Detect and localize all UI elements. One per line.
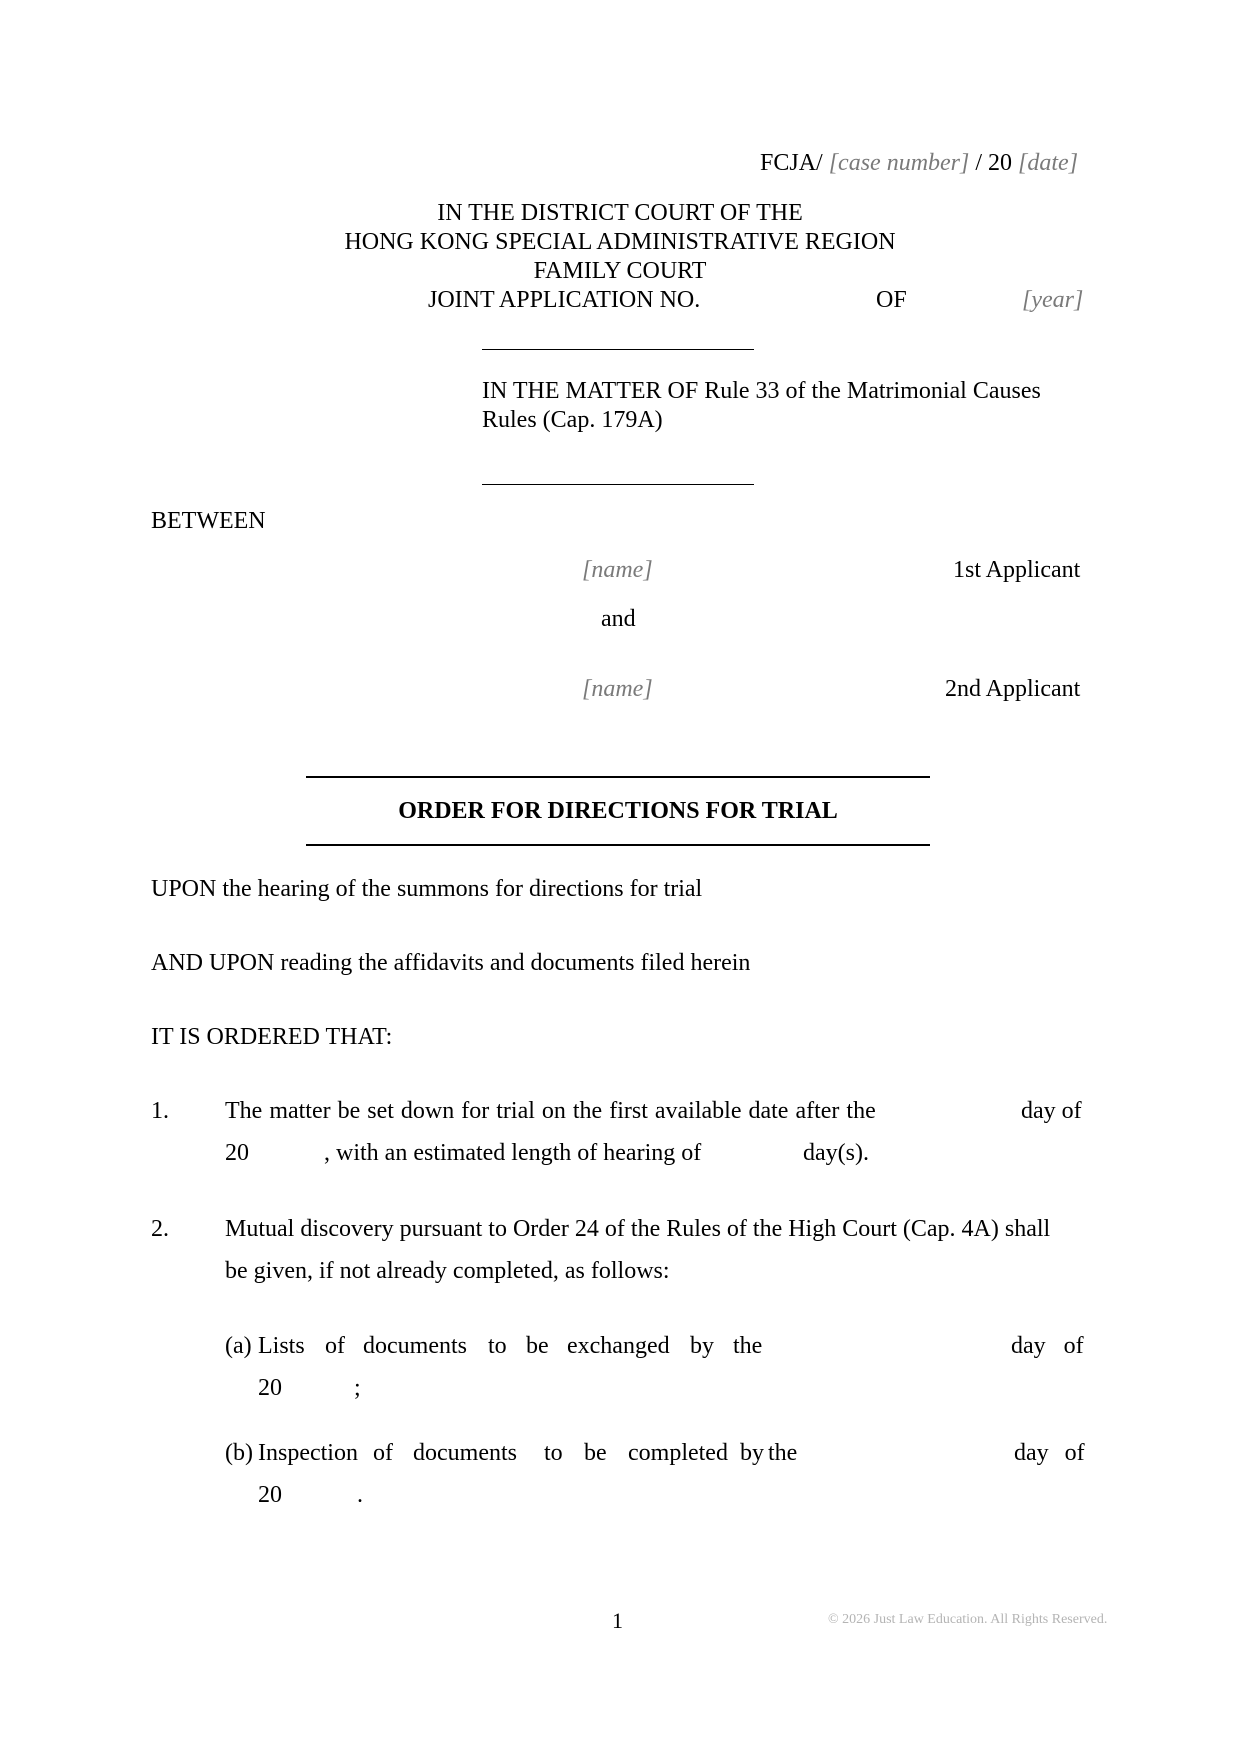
applicant1-role: 1st Applicant bbox=[953, 557, 1081, 583]
year-placeholder: [year] bbox=[1022, 287, 1084, 313]
between-label: BETWEEN bbox=[151, 508, 266, 534]
matter-line-2: Rules (Cap. 179A) bbox=[482, 407, 663, 433]
sub-a-word-the: the bbox=[733, 1333, 763, 1359]
clause-1-year-prefix: 20 bbox=[225, 1140, 249, 1166]
case-ref-separator: / 20 bbox=[975, 150, 1013, 176]
sub-a-year-prefix: 20 bbox=[258, 1375, 282, 1401]
recital-ordered: IT IS ORDERED THAT: bbox=[151, 1024, 393, 1050]
sub-b-word-documents: documents bbox=[413, 1440, 517, 1466]
clause-1-day-of: day of bbox=[1021, 1098, 1082, 1124]
sub-b-word-the: the bbox=[768, 1440, 798, 1466]
sub-b-year-prefix: 20 bbox=[258, 1482, 282, 1508]
clause-1-days-label: day(s). bbox=[803, 1140, 869, 1166]
application-of-label: OF bbox=[876, 287, 907, 313]
clause-1-number: 1. bbox=[151, 1098, 169, 1124]
title-rule-bottom bbox=[306, 844, 930, 846]
sub-b-label: (b) bbox=[225, 1440, 253, 1466]
sub-b-day-of: day of bbox=[1014, 1440, 1085, 1466]
sub-b-word-by: by bbox=[740, 1440, 764, 1466]
sub-a-word-of: of bbox=[325, 1333, 345, 1359]
divider-below-matter bbox=[482, 484, 754, 485]
clause-2-number: 2. bbox=[151, 1216, 169, 1242]
sub-b-word-completed: completed bbox=[628, 1440, 728, 1466]
divider-above-matter bbox=[482, 349, 754, 350]
clause-1-line-1: The matter be set down for trial on the first available date after the bbox=[225, 1098, 876, 1124]
case-ref-prefix: FCJA/ bbox=[760, 150, 823, 176]
sub-a-terminator: ; bbox=[354, 1375, 361, 1401]
sub-a-word-lists: Lists bbox=[258, 1333, 305, 1359]
applicant2-name: [name] bbox=[582, 676, 653, 702]
recital-and-upon: AND UPON reading the affidavits and documents filed herein bbox=[151, 950, 751, 976]
clause-2-line-1: Mutual discovery pursuant to Order 24 of the Rules of the High Court (Cap. 4A) shall bbox=[225, 1216, 1051, 1242]
case-reference bbox=[760, 151, 1078, 175]
document-title: ORDER FOR DIRECTIONS FOR TRIAL bbox=[398, 798, 838, 824]
matter-line-1: IN THE MATTER OF Rule 33 of the Matrimonial Causes bbox=[482, 378, 1041, 404]
applicant2-role: 2nd Applicant bbox=[945, 676, 1081, 702]
sub-b-word-of: of bbox=[373, 1440, 393, 1466]
applicant1-name: [name] bbox=[582, 557, 653, 583]
recital-upon-hearing: UPON the hearing of the summons for directions for trial bbox=[151, 876, 703, 902]
page-number: 1 bbox=[612, 1608, 623, 1633]
sub-a-label: (a) bbox=[225, 1333, 252, 1359]
sub-b-word-be: be bbox=[584, 1440, 607, 1466]
title-rule-top bbox=[306, 776, 930, 778]
clause-2-line-2: be given, if not already completed, as follows: bbox=[225, 1258, 670, 1284]
copyright-notice: © 2026 Just Law Education. All Rights Reserved. bbox=[828, 1612, 1108, 1627]
case-date-placeholder: [date] bbox=[1018, 150, 1079, 176]
court-line-2: HONG KONG SPECIAL ADMINISTRATIVE REGION bbox=[344, 229, 896, 255]
sub-a-word-documents: documents bbox=[363, 1333, 467, 1359]
sub-b-terminator: . bbox=[357, 1482, 363, 1508]
court-line-1: IN THE DISTRICT COURT OF THE bbox=[437, 200, 803, 226]
application-label: JOINT APPLICATION NO. bbox=[428, 287, 701, 313]
sub-a-word-exchanged: exchanged bbox=[567, 1333, 670, 1359]
sub-a-day-of: day of bbox=[1011, 1333, 1084, 1359]
sub-a-word-to: to bbox=[488, 1333, 507, 1359]
case-number-placeholder: [case number] bbox=[828, 150, 970, 176]
sub-a-word-be: be bbox=[526, 1333, 549, 1359]
clause-1-hearing-length: , with an estimated length of hearing of bbox=[324, 1140, 702, 1166]
court-line-3: FAMILY COURT bbox=[533, 258, 707, 284]
and-label: and bbox=[601, 606, 636, 632]
sub-b-word-to: to bbox=[544, 1440, 563, 1466]
sub-b-word-inspection: Inspection bbox=[258, 1440, 358, 1466]
sub-a-word-by: by bbox=[690, 1333, 714, 1359]
